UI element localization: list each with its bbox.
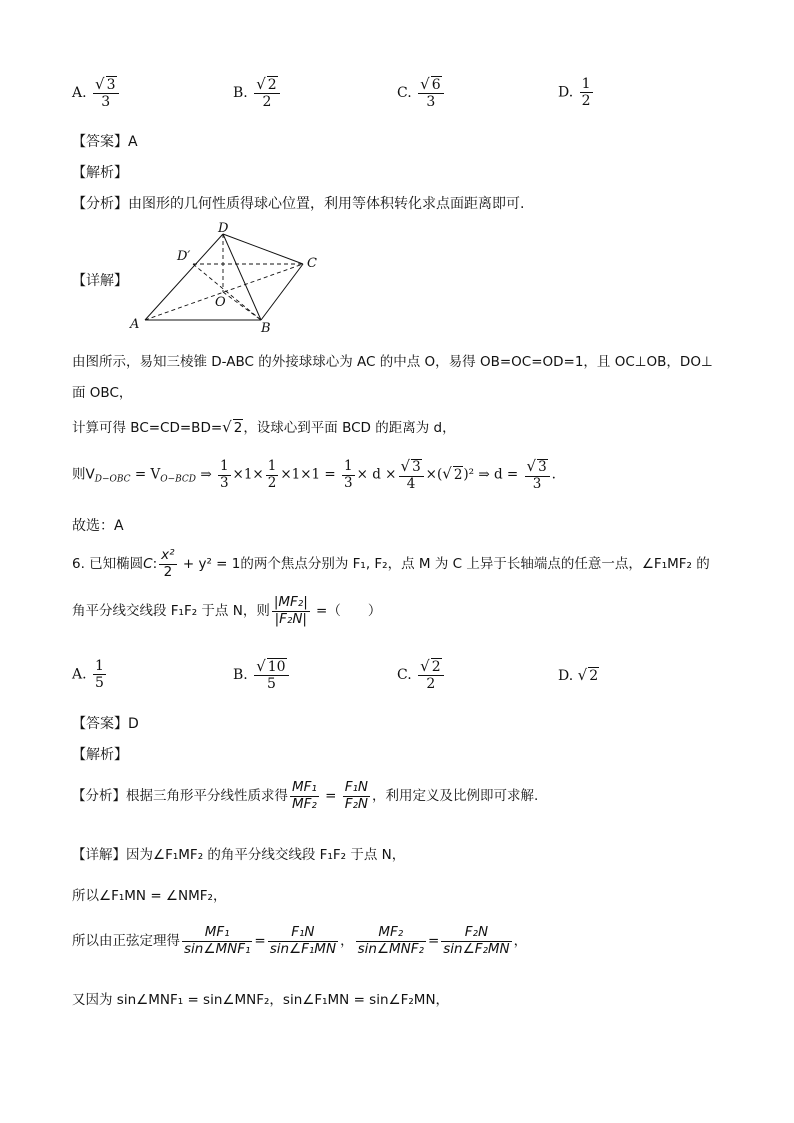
text: ，设球心到平面 BCD 的距离为 d，: [243, 420, 456, 436]
text: ⇒: [196, 466, 216, 483]
numerator: 3: [538, 459, 547, 475]
text: × d ×: [356, 466, 397, 483]
denominator: 2: [267, 474, 277, 491]
text: ，: [340, 933, 354, 950]
fraction: $\frac{√ 3}{4}$: [399, 458, 424, 492]
numerator: 3: [412, 459, 421, 475]
denominator: sin∠F₂MN: [443, 940, 510, 957]
denominator: 4: [406, 475, 416, 492]
q6-option-c: [397, 658, 446, 692]
q6-detail-line4: 又因为 sin∠MNF₁ = sin∠MNF₂，sin∠F₁MN = sin∠F₂MN，: [72, 992, 450, 1008]
text: ×1×1 =: [280, 466, 341, 483]
text: )² ⇒ d =: [463, 466, 523, 483]
answer-tag: 【答案】: [72, 134, 128, 150]
fraction: $\frac{√ 3}{3}$: [93, 76, 118, 110]
text: 则V: [72, 466, 95, 483]
text: 根据三角形平分线性质求得: [126, 788, 288, 805]
denominator: 2: [581, 93, 591, 110]
option-label: C.: [397, 667, 412, 684]
text: =: [254, 933, 266, 950]
text: = V: [130, 466, 161, 483]
fraction: [441, 925, 511, 957]
option-label: A.: [72, 666, 87, 683]
numerator: 1: [267, 458, 277, 474]
fraction: $\frac{√ 2}{2}$: [418, 658, 443, 692]
fenxi-tag: 【分析】: [72, 788, 126, 805]
subscript: O−BCD: [160, 474, 197, 485]
sqrt-value: 2: [233, 420, 243, 436]
denominator: 3: [219, 474, 229, 491]
q6-option-d: D. √ 2: [558, 666, 599, 684]
edge-dc: [223, 234, 303, 264]
fraction: [266, 459, 279, 491]
q5-detail-tag: 【详解】: [72, 273, 128, 289]
denominator: MF₂: [292, 795, 317, 812]
numerator: 1: [344, 458, 353, 474]
q5-answer: [72, 131, 138, 151]
detail-tag: 【详解】: [72, 847, 126, 863]
q5-detail-line1: 由图所示，易知三棱锥 D-ABC 的外接球球心为 AC 的中点 O，易得 OB=OC=OD=1，且 OC⊥OB，DO⊥: [72, 354, 713, 370]
q5-detail-line3: 计算可得 BC=CD=BD=√ 2，设球心到平面 BCD 的距离为 d，: [72, 418, 456, 436]
q5-analysis-tag: 【解析】: [72, 165, 128, 181]
denominator: |F₂N|: [274, 610, 307, 627]
label-d: D: [218, 222, 229, 236]
q6-detail-line3: [72, 925, 527, 957]
denominator: sin∠MNF₂: [357, 940, 424, 957]
edge-db: [223, 234, 261, 320]
denominator: 2: [262, 94, 272, 111]
answer-value: D: [128, 716, 139, 732]
fraction: $\frac{√ 10}{5}$: [254, 658, 288, 692]
edge-ac-dashed: [145, 264, 303, 320]
fraction: [272, 595, 310, 627]
fenxi-tag: 【分析】: [72, 196, 128, 212]
denominator: 3: [344, 474, 353, 491]
text: 6. 已知椭圆: [72, 556, 144, 573]
fraction: [342, 459, 355, 491]
denominator: F₂N: [344, 795, 369, 812]
q6-detail-line2: 所以∠F₁MN = ∠NMF₂，: [72, 888, 227, 904]
numerator: 2: [267, 77, 277, 93]
numerator: x²: [161, 547, 175, 563]
denominator: 3: [426, 94, 436, 111]
numerator: |MF₂|: [273, 594, 308, 610]
label-a: A: [130, 317, 140, 332]
q5-option-c: [397, 76, 446, 110]
subscript: D−OBC: [94, 474, 131, 485]
numerator: MF₂: [356, 925, 426, 942]
edge-bc: [261, 264, 303, 320]
q6-stem-line2: [72, 595, 381, 627]
q6-answer: [72, 713, 139, 733]
text: =（ ）: [311, 603, 382, 620]
text: 计算可得 BC=CD=BD=: [72, 420, 223, 436]
q5-option-d: [558, 76, 595, 109]
option-label: D.: [558, 668, 574, 684]
numerator: F₁N: [268, 925, 338, 942]
numerator: 3: [106, 77, 116, 93]
fraction: $\frac{√ 6}{3}$: [418, 76, 443, 110]
text: 角平分线交线段 F₁F₂ 于点 N，则: [72, 603, 270, 620]
q6-fenxi: [72, 780, 538, 812]
label-b: B: [261, 321, 271, 336]
denominator: 5: [95, 675, 104, 692]
q6-option-b: [233, 658, 291, 692]
text: .: [551, 466, 556, 483]
numerator: 10: [267, 659, 286, 675]
q5-option-a: [72, 76, 121, 110]
q5-choose: 故选：A: [72, 518, 124, 534]
sqrt-value: 2: [453, 466, 463, 483]
numerator: MF₁: [292, 779, 317, 795]
option-label: D.: [558, 84, 574, 101]
numerator: MF₁: [182, 925, 252, 942]
answer-value: A: [128, 134, 138, 150]
q6-analysis-tag: 【解析】: [72, 747, 128, 763]
label-dprime: D′: [177, 249, 191, 264]
text: =: [427, 933, 440, 950]
text: :: [152, 556, 158, 573]
label-o: O: [215, 295, 226, 310]
text: 因为∠F₁MF₂ 的角平分线交线段 F₁F₂ 于点 N，: [126, 847, 406, 863]
numerator: 6: [431, 77, 441, 93]
numerator: F₂N: [441, 925, 511, 942]
option-label: A.: [72, 85, 87, 102]
text: ，: [513, 933, 528, 950]
numerator: 1: [95, 658, 104, 674]
option-label: C.: [397, 85, 412, 102]
q5-option-b: [233, 76, 282, 110]
pyramid-figure: [125, 222, 325, 337]
numerator: 1: [581, 76, 591, 92]
fraction: [218, 459, 231, 491]
numerator: 2: [431, 659, 441, 675]
fraction: $\frac{√ 2}{2}$: [254, 76, 279, 110]
text: 所以由正弦定理得: [72, 933, 180, 950]
q5-detail-line2: 面 OBC，: [72, 385, 133, 401]
option-label: B.: [233, 85, 248, 102]
fraction: [93, 658, 106, 691]
text: ×1×: [232, 466, 264, 483]
denominator: 2: [426, 676, 436, 693]
edge-ad: [145, 234, 223, 320]
fraction: [159, 548, 176, 580]
denominator: 3: [532, 475, 542, 492]
fraction: $\frac{√ 3}{3}$: [525, 458, 550, 492]
fraction: [290, 780, 319, 812]
answer-tag: 【答案】: [72, 716, 128, 732]
fraction: [182, 925, 252, 957]
fraction: [356, 925, 426, 957]
text: + y² = 1的两个焦点分别为 F₁, F₂，点 M 为 C 上异于长轴端点的任意一点，∠F₁MF₂ 的: [178, 556, 710, 573]
numerator: 1: [219, 458, 229, 474]
label-c: C: [307, 256, 317, 271]
fraction: [343, 780, 370, 812]
q5-fenxi: [72, 193, 524, 213]
denominator: sin∠F₁MN: [269, 940, 337, 957]
segment-dpb-dashed: [193, 264, 261, 320]
q6-detail-line1: [72, 843, 405, 863]
denominator: 2: [163, 563, 173, 580]
q5-volume-equation: 则$V_{D-OBC} = V_{O-BCD}$ ⇒ $\frac{1}{3}$ ×1× $\frac{1}{2}$ ×1×1 = $\frac{1}{3}$ × d × $\frac{√ 3}{4}$ ×(√ 2)² ⇒ d = $\frac{√ 3}{3}$ .: [72, 457, 556, 492]
denominator: 3: [101, 94, 111, 111]
option-label: B.: [233, 667, 248, 684]
sqrt-value: 2: [589, 668, 599, 684]
fraction: [580, 76, 593, 109]
text: C: [143, 556, 153, 573]
denominator: 5: [266, 676, 276, 693]
q6-stem-line1: [72, 548, 710, 580]
fraction: [268, 925, 338, 957]
denominator: sin∠MNF₁: [184, 940, 251, 957]
text: =: [320, 788, 341, 805]
q6-option-a: [72, 658, 108, 691]
numerator: F₁N: [344, 779, 369, 795]
fenxi-text: 由图形的几何性质得球心位置，利用等体积转化求点面距离即可.: [128, 196, 525, 212]
text: ×(: [425, 466, 443, 483]
text: ，利用定义及比例即可求解.: [372, 788, 539, 805]
